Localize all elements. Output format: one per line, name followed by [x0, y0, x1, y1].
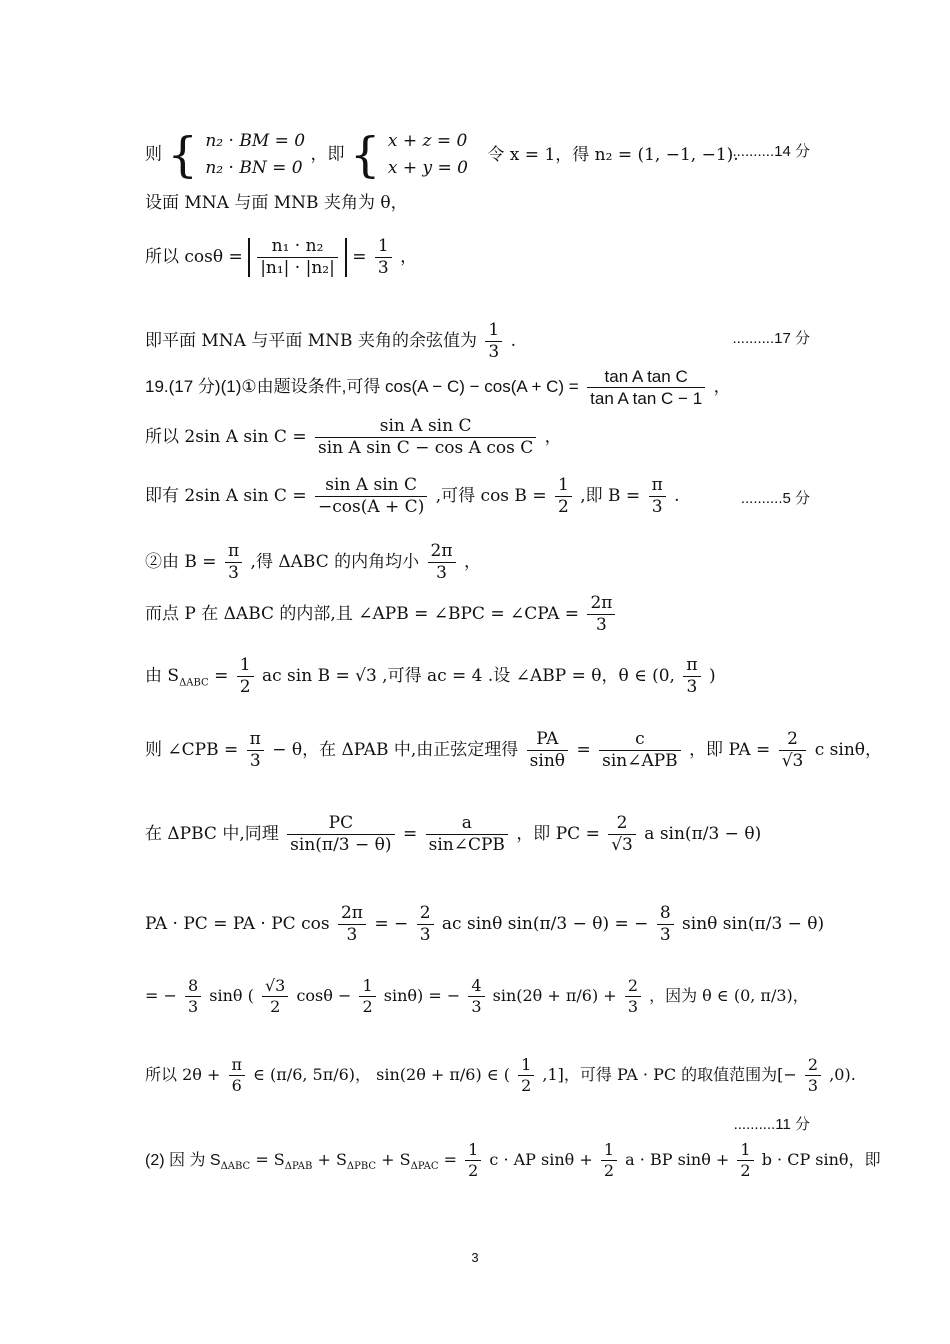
fraction-8-third: [657, 905, 674, 944]
text-mid: ∈ (π/6, 5π/6)， sin(2θ + π/6) ∈ (: [253, 1065, 510, 1084]
text-main: 所以 2θ +: [145, 1065, 221, 1084]
text-tail: a sin(π/3 − θ): [644, 824, 762, 844]
fraction-2pi-third: [338, 905, 366, 944]
line-expansion: [145, 978, 810, 1015]
subscript-abc: ΔABC: [220, 1161, 251, 1173]
text-tail: .: [510, 331, 516, 351]
fraction-half: [518, 1057, 534, 1094]
text-main: 即平面 MNA 与平面 MNB 夹角的余弦值为: [145, 331, 477, 351]
fraction-8-third: [185, 978, 201, 1015]
text-main: 在 ΔPBC 中,同理: [145, 824, 279, 844]
text-m2: a · BP sinθ +: [625, 1150, 730, 1169]
frac-den: 3: [596, 615, 607, 635]
frac-num: c: [599, 731, 681, 751]
text-mid: = −: [374, 914, 409, 934]
frac-num: √3: [262, 978, 288, 997]
frac-num: π: [229, 1057, 246, 1076]
fraction-2-third: [417, 905, 434, 944]
fraction-pi-third: [649, 477, 666, 516]
frac-num: 4: [468, 978, 484, 997]
frac-num: PA: [527, 731, 568, 751]
fraction-tan: [587, 368, 705, 407]
frac-den: sin∠APB: [602, 751, 678, 771]
text-main: PA · PC = PA · PC cos: [145, 914, 330, 934]
fraction-sin: [315, 418, 536, 457]
text-tail: ，: [713, 377, 731, 397]
text-mid: ac sin B = √3 ,可得 ac = 4 .设 ∠ABP = θ，θ ∈ (0,: [262, 666, 675, 686]
text-tail: b · CP sinθ，即: [761, 1150, 881, 1169]
text-main: 由 S: [145, 666, 180, 686]
frac-num: 1: [737, 1142, 753, 1161]
fraction-PC-sin: [287, 815, 394, 854]
frac-den: |n₁| · |n₂|: [260, 258, 335, 278]
frac-num: 2π: [587, 595, 615, 615]
line-cosB: [145, 477, 810, 516]
fraction-pi-third: [225, 543, 242, 582]
eq-xz: x + z = 0: [387, 131, 468, 151]
subscript-pab: ΔPAB: [284, 1161, 313, 1173]
text-mid3: sinθ) = −: [383, 986, 461, 1005]
line-sine-law-PAB: [145, 729, 883, 771]
text-mid: − θ，在 ΔPAB 中,由正弦定理得: [272, 740, 519, 760]
text-main: (2) 因 为 S: [145, 1152, 221, 1169]
frac-den: 3: [436, 563, 447, 583]
frac-den: 3: [651, 497, 663, 517]
text-main: ②由 B =: [145, 552, 217, 572]
left-brace: {: [167, 127, 198, 184]
text-t3: + S: [381, 1150, 411, 1169]
fraction-half: [555, 477, 572, 516]
frac-num: tan A tan C: [587, 368, 705, 388]
frac-den: sin A sin C − cos A cos C: [318, 438, 534, 458]
frac-num: n₁ · n₂: [257, 238, 338, 258]
eq-n2-bm: n₂ · BM = 0: [205, 131, 306, 151]
fraction-2-third: [805, 1057, 821, 1094]
left-brace-2: {: [349, 127, 381, 184]
text-prefix: 则: [145, 144, 162, 165]
frac-den: −cos(A + C): [318, 497, 425, 517]
equals: =: [352, 247, 367, 267]
text-tail: sinθ sin(π/3 − θ): [682, 914, 825, 934]
frac-num: 2π: [338, 905, 366, 925]
fraction-one-third: [375, 238, 392, 277]
text-main: 19.(17 分)(1)①由题设条件,可得 cos(A − C) − cos(A + C) =: [145, 377, 579, 396]
frac-num: 1: [601, 1142, 617, 1161]
text-mid2: ,1]，可得 PA · PC 的取值范围为[−: [542, 1065, 797, 1084]
score-14: ..........14 分: [732, 143, 810, 160]
subscript: ΔABC: [179, 677, 209, 689]
frac-num: 2: [417, 905, 434, 925]
frac-den: √3: [781, 751, 804, 771]
fraction-2pi-third: [428, 543, 456, 582]
frac-den: 3: [228, 563, 239, 583]
abs-fraction: [248, 238, 347, 277]
frac-num: 2: [608, 815, 636, 835]
frac-den: 2: [740, 1161, 751, 1180]
line-sine-law-PBC: [145, 815, 810, 854]
text-mid: sinθ (: [209, 986, 254, 1005]
text-t4: =: [443, 1150, 458, 1169]
frac-den: 3: [188, 997, 199, 1016]
frac-den: 3: [419, 925, 431, 945]
text-mid: ,得 ΔABC 的内角均小: [250, 552, 420, 572]
frac-num: PC: [287, 815, 394, 835]
text-m1: c · AP sinθ +: [489, 1150, 593, 1169]
frac-den: sin(π/3 − θ): [290, 835, 392, 855]
text-tail: ，: [400, 247, 418, 267]
text-main: 而点 P 在 ΔABC 的内部,且 ∠APB = ∠BPC = ∠CPA =: [145, 604, 580, 624]
fraction-half: [359, 978, 375, 1015]
line-normal-vector: [145, 128, 810, 182]
frac-den: tan A tan C − 1: [590, 389, 703, 408]
line-angle-theta: 设面 MNA 与面 MNB 夹角为 θ，: [145, 193, 408, 213]
frac-den: 2: [603, 1161, 615, 1180]
text-prefix: 所以 cosθ =: [145, 247, 243, 267]
fraction-pi-sixth: [229, 1057, 246, 1094]
line-cos-theta: [145, 238, 810, 277]
fraction-4-third: [468, 978, 484, 1015]
frac-num: 1: [485, 322, 502, 342]
frac-den: 3: [686, 677, 698, 697]
fraction-a-sin: [426, 815, 508, 854]
text-main: 则 ∠CPB =: [145, 740, 239, 760]
text-mid: ，即: [310, 144, 345, 165]
text-t1: = S: [255, 1150, 285, 1169]
text-mid4: sin(2θ + π/6) +: [492, 986, 617, 1005]
frac-num: 1: [555, 477, 572, 497]
line-point-P: [145, 595, 810, 634]
text-mid: ，即 PC =: [516, 824, 600, 844]
frac-den: 3: [488, 342, 500, 362]
text-main: = −: [145, 986, 177, 1005]
equals: =: [214, 666, 229, 686]
score-17: ..........17 分: [732, 330, 810, 347]
frac-num: sin A sin C: [315, 477, 427, 497]
eq-xy: x + y = 0: [387, 158, 468, 179]
frac-den: sin∠CPB: [428, 835, 505, 855]
frac-den: 2: [557, 497, 569, 517]
fraction-2-third: [625, 978, 641, 1015]
fraction-sqrt3-half: [262, 978, 288, 1015]
frac-den: 2: [239, 677, 251, 697]
frac-den: 3: [377, 258, 389, 278]
line-problem-19: [145, 368, 810, 407]
score-5: ..........5 分: [740, 490, 810, 507]
frac-den: 3: [659, 925, 671, 945]
equation-system-2: [388, 128, 468, 182]
fraction-sin-cos: [315, 477, 427, 516]
subscript-pac: ΔPAC: [410, 1161, 439, 1173]
frac-den: 3: [627, 997, 638, 1016]
page-number: 3: [471, 1250, 479, 1265]
fraction-2-sqrt3: [779, 731, 807, 770]
fraction-half-3: [737, 1142, 753, 1179]
text-tail: ，: [463, 552, 481, 572]
text-tail: ): [708, 666, 716, 686]
frac-den: 3: [807, 1076, 819, 1095]
frac-num: 8: [657, 905, 674, 925]
text-tail: 令 x = 1，得 n₂ = (1, −1, −1).: [487, 144, 739, 165]
frac-den: 3: [249, 751, 261, 771]
fraction-one-third: [485, 322, 502, 361]
fraction-half-1: [465, 1142, 481, 1179]
score-11: ..........11 分: [733, 1116, 810, 1133]
frac-den: 2: [521, 1076, 532, 1095]
text-mid2: cosθ −: [296, 986, 352, 1005]
frac-num: π: [247, 731, 264, 751]
frac-num: 1: [375, 238, 392, 258]
frac-den: 2: [362, 997, 373, 1016]
frac-num: 2π: [428, 543, 456, 563]
text-main: 即有 2sin A sin C =: [145, 486, 307, 506]
fraction-pi-third: [683, 657, 700, 696]
eq-n2-bn: n₂ · BN = 0: [205, 158, 303, 179]
text-tail: .: [674, 486, 680, 506]
line-area: [145, 657, 810, 696]
fraction-c-sin: [599, 731, 681, 770]
text-mid2: ac sinθ sin(π/3 − θ) = −: [441, 914, 649, 934]
fraction-2pi-third: [587, 595, 615, 634]
text-main: 所以 2sin A sin C =: [145, 427, 307, 447]
equals: =: [576, 740, 591, 760]
text-tail: ,0).: [829, 1065, 856, 1084]
text-tail: ，因为 θ ∈ (0, π/3)，: [649, 986, 809, 1005]
line-dot-product: [145, 903, 825, 945]
frac-den: √3: [611, 835, 633, 855]
line-cosine-value: [145, 322, 810, 361]
fraction-half: [237, 657, 254, 696]
text-mid2: ，即 PA =: [689, 740, 771, 760]
text-mid2: ,即 B =: [580, 486, 641, 506]
fraction-pi-third: [247, 731, 264, 770]
frac-num: a: [426, 815, 508, 835]
frac-num: sin A sin C: [315, 418, 536, 438]
frac-den: 3: [471, 997, 482, 1016]
subscript-pbc: ΔPBC: [346, 1161, 377, 1173]
frac-num: 1: [359, 978, 375, 997]
frac-num: 1: [237, 657, 254, 677]
line-range: [145, 1055, 856, 1095]
equals: =: [402, 824, 418, 844]
fraction-n1n2: [257, 238, 338, 277]
text-mid: ,可得 cos B =: [435, 486, 547, 506]
frac-den: sinθ: [529, 751, 566, 771]
text-tail: ，: [544, 427, 562, 447]
frac-num: 1: [465, 1142, 481, 1161]
frac-num: 2: [779, 731, 807, 751]
frac-den: 6: [231, 1076, 242, 1095]
frac-num: π: [683, 657, 700, 677]
fraction-2-sqrt3: [608, 815, 636, 854]
fraction-PA-sin: [527, 731, 568, 770]
frac-den: 3: [346, 925, 358, 945]
frac-den: 2: [270, 997, 281, 1016]
fraction-half-2: [601, 1142, 617, 1179]
frac-den: 2: [468, 1161, 479, 1180]
frac-num: π: [649, 477, 666, 497]
text-tail: c sinθ，: [814, 740, 883, 760]
frac-num: 2: [625, 978, 641, 997]
frac-num: 8: [185, 978, 201, 997]
line-B-pi3: [145, 543, 810, 582]
frac-num: 2: [805, 1057, 821, 1076]
equation-system-1: [205, 128, 305, 182]
frac-num: π: [225, 543, 242, 563]
line-part-2: [145, 1140, 881, 1180]
line-2sinAsinC: [145, 418, 810, 457]
frac-num: 1: [518, 1057, 534, 1076]
text-t2: + S: [317, 1150, 347, 1169]
